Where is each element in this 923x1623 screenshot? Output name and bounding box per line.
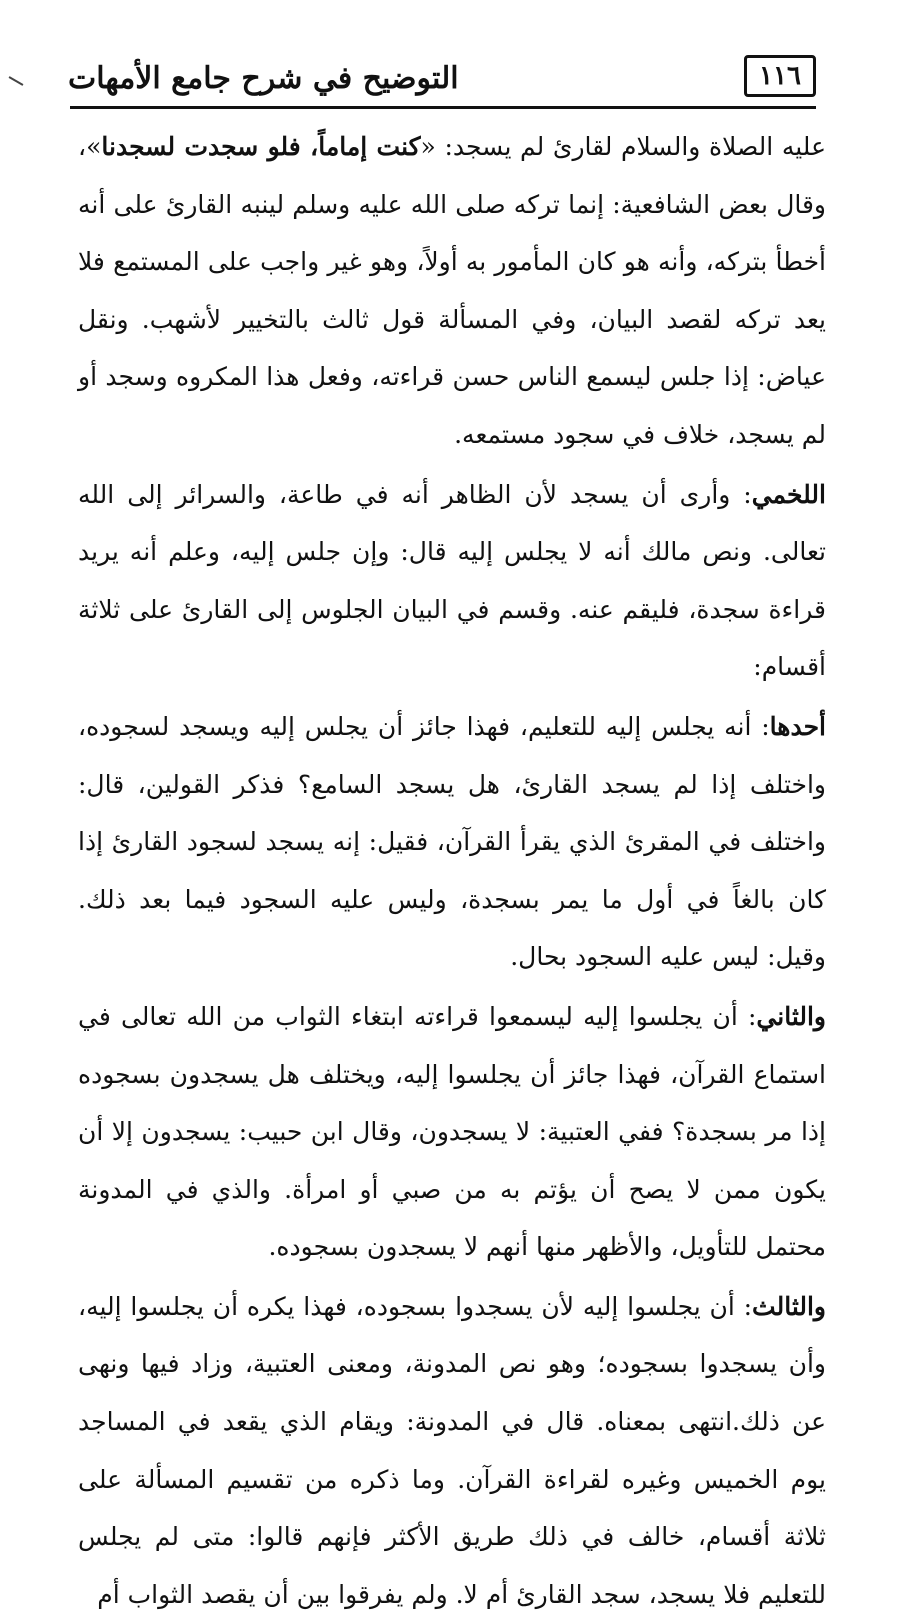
paragraph-2-lead-word: اللخمي: [751, 479, 826, 509]
scan-mark: [9, 76, 24, 86]
paragraph-2-text: : وأرى أن يسجد لأن الظاهر أنه في طاعة، والسرائر إلى الله تعالى. ونص مالك أنه لا يجلس إليه قال: وإن جلس إليه، وعلم أنه يريد قراءة سجدة، فليقم عنه. وقسم في البيان الجلوس إلى القارئ على ثلاثة أقسام:: [78, 479, 826, 682]
paragraph-5: [78, 1278, 826, 1623]
paragraph-1-text-after-quote: »، وقال بعض الشافعية: إنما تركه صلى الله عليه وسلم لينبه القارئ على أنه أخطأ بتركه، وأنه هو كان المأمور به أولاً، وهو غير واجب على المستمع فلا يعد تركه لقصد البيان، وفي المسألة قول ثالث بالتخيير لأشهب. ونقل عياض: إذا جلس ليسمع الناس حسن قراءته، وفعل هذا المكروه وسجد أو لم يسجد، خلاف في سجود مستمعه.: [78, 132, 826, 449]
paragraph-5-text: : أن يجلسوا إليه لأن يسجدوا بسجوده، فهذا يكره أن يجلسوا إليه، وأن يسجدوا بسجوده؛ وهو نص المدونة، ومعنى العتبية، وزاد فيها ونهى عن ذلك.انتهى بمعناه. قال في المدونة: ويقام الذي يقعد في المساجد يوم الخميس وغيره لقراءة القرآن. وما ذكره من تقسيم المسألة على ثلاثة أقسام، خالف في ذلك طريق الأكثر فإنهم قالوا: متى لم يجلس للتعليم فلا يسجد، سجد القارئ أم لا. ولم يفرقوا بين أن يقصد الثواب أم: [78, 1291, 826, 1609]
paragraph-3: [78, 698, 826, 986]
paragraph-2: [78, 466, 826, 696]
page-number: ١١٦: [744, 55, 816, 97]
main-text: [78, 118, 826, 1623]
paragraph-1: [78, 118, 826, 464]
paragraph-4-text: : أن يجلسوا إليه ليسمعوا قراءته ابتغاء الثواب من الله تعالى في استماع القرآن، فهذا جائز أن يجلسوا إليه، ويختلف هل يسجدون بسجوده إذا مر بسجدة؟ ففي العتبية: لا يسجدون، وقال ابن حبيب: يسجدون إلا أن يكون ممن لا يصح أن يؤتم به من صبي أو امرأة. والذي في المدونة محتمل للتأويل، والأظهر منها أنهم لا يسجدون بسجوده.: [78, 1001, 826, 1262]
hadith-quote: كنت إماماً، فلو سجدت لسجدنا: [101, 132, 421, 161]
paragraph-4-lead-word: والثاني: [756, 1001, 826, 1031]
paragraph-4: [78, 988, 826, 1276]
header-divider: [70, 106, 816, 109]
paragraph-3-lead-word: أحدها: [769, 711, 826, 741]
paragraph-3-text: : أنه يجلس إليه للتعليم، فهذا جائز أن يجلس إليه ويسجد لسجوده، واختلف إذا لم يسجد القارئ، هل يسجد السامع؟ فذكر القولين، قال: واختلف في المقرئ الذي يقرأ القرآن، فقيل: إنه يسجد لسجود القارئ إذا كان بالغاً في أول ما يمر بسجدة، وليس عليه السجود فيما بعد ذلك. وقيل: ليس عليه السجود بحال.: [78, 711, 826, 972]
paragraph-5-lead-word: والثالث: [752, 1291, 826, 1321]
running-title: التوضيح في شرح جامع الأمهات: [68, 61, 459, 96]
page-header: [68, 55, 816, 105]
paragraph-1-text-before-quote: عليه الصلاة والسلام لقارئ لم يسجد: «: [420, 132, 826, 161]
